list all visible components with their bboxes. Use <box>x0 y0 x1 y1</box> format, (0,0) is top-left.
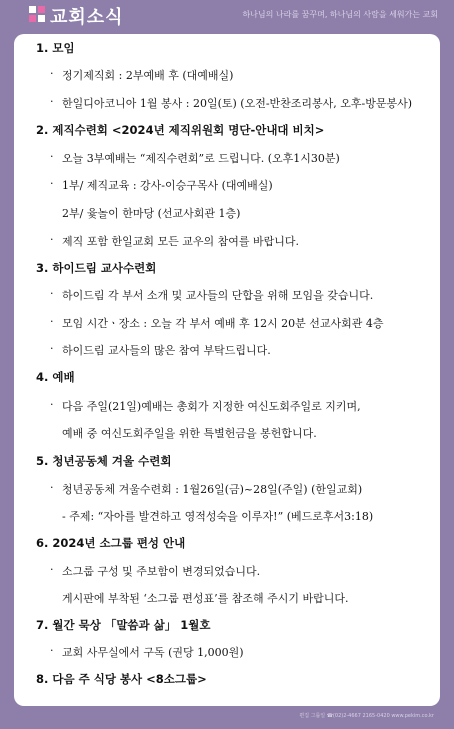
news-line: 제직 포함 한일교회 모든 교우의 참여를 바랍니다. <box>62 235 299 248</box>
section-title-kitchen-service: 8. 다음 주 식당 봉사 <8소그룹> <box>36 672 207 686</box>
news-line: 한일디아코니아 1월 봉사 : 20일(토) (오전-반찬조리봉사, 오후-방문봉사) <box>62 97 413 110</box>
section-title-teacher-retreat: 3. 하이드림 교사수련회 <box>36 261 157 275</box>
news-line: 하이드림 각 부서 소개 및 교사들의 단합을 위해 모임을 갖습니다. <box>62 289 374 302</box>
section-title-officer-retreat: 2. 제직수련회 <2024년 제직위원회 명단-안내대 비치> <box>36 123 325 137</box>
news-line: 게시판에 부착된 ‘소그룹 편성표’를 참조해 주시기 바랍니다. <box>62 592 349 605</box>
bullet-marker: · <box>50 644 54 657</box>
bullet-marker: · <box>50 95 54 108</box>
news-line: 모임 시간ㆍ장소 : 오늘 각 부서 예배 후 12시 20분 선교사회관 4층 <box>62 317 384 330</box>
section-title-worship: 4. 예배 <box>36 370 75 384</box>
bullet-marker: · <box>50 342 54 355</box>
news-line: 청년공동체 겨울수련회 : 1월26일(금)~28일(주일) (한일교회) <box>62 483 363 496</box>
news-line: 소그룹 구성 및 주보함이 변경되었습니다. <box>62 565 261 578</box>
bullet-marker: · <box>50 398 54 411</box>
section-title-monthly-devotion: 7. 월간 묵상 「말씀과 삶」 1월호 <box>36 618 211 632</box>
section-title-meetings: 1. 모임 <box>36 41 75 55</box>
bullet-marker: · <box>50 67 54 80</box>
section-title-youth-retreat: 5. 청년공동체 겨울 수련회 <box>36 454 172 468</box>
news-panel <box>14 34 440 706</box>
bullet-marker: · <box>50 481 54 494</box>
news-line: 1부/ 제직교육 : 강사-이승구목사 (대예배실) <box>62 179 273 192</box>
news-line: 예배 중 여신도회주일을 위한 특별헌금을 봉헌합니다. <box>62 427 317 440</box>
bullet-marker: · <box>50 563 54 576</box>
news-line: 정기제직회 : 2부예배 후 (대예배실) <box>62 69 234 82</box>
bullet-marker: · <box>50 233 54 246</box>
header <box>0 0 454 30</box>
news-line: 2부/ 윷놀이 한마당 (선교사회관 1층) <box>62 207 241 220</box>
news-line: 하이드림 교사들의 많은 참여 부탁드립니다. <box>62 344 271 357</box>
news-line: 오늘 3부예배는 “제직수련회”로 드립니다. (오후1시30분) <box>62 152 340 165</box>
bullet-marker: · <box>50 150 54 163</box>
news-line: - 주제: “자아를 발견하고 영적성숙을 이루자!” (베드로후서3:18) <box>62 510 374 523</box>
bullet-marker: · <box>50 177 54 190</box>
news-line: 다음 주일(21일)예배는 총회가 지정한 여신도회주일로 지키며, <box>62 400 361 413</box>
section-title-small-groups: 6. 2024년 소그룹 편성 안내 <box>36 536 186 550</box>
bullet-marker: · <box>50 287 54 300</box>
church-slogan: 하나님의 나라를 꿈꾸며, 하나님의 사람을 세워가는 교회 <box>242 10 438 19</box>
bullet-marker: · <box>50 315 54 328</box>
news-line: 교회 사무실에서 구독 (권당 1,000원) <box>62 646 244 659</box>
footer-contact: 편집 그룹일 ☎(02)2-4667 2165-0420 www.pekim.co.kr <box>299 713 434 719</box>
church-logo-icon <box>29 6 45 22</box>
page-title: 교회소식 <box>50 7 124 28</box>
